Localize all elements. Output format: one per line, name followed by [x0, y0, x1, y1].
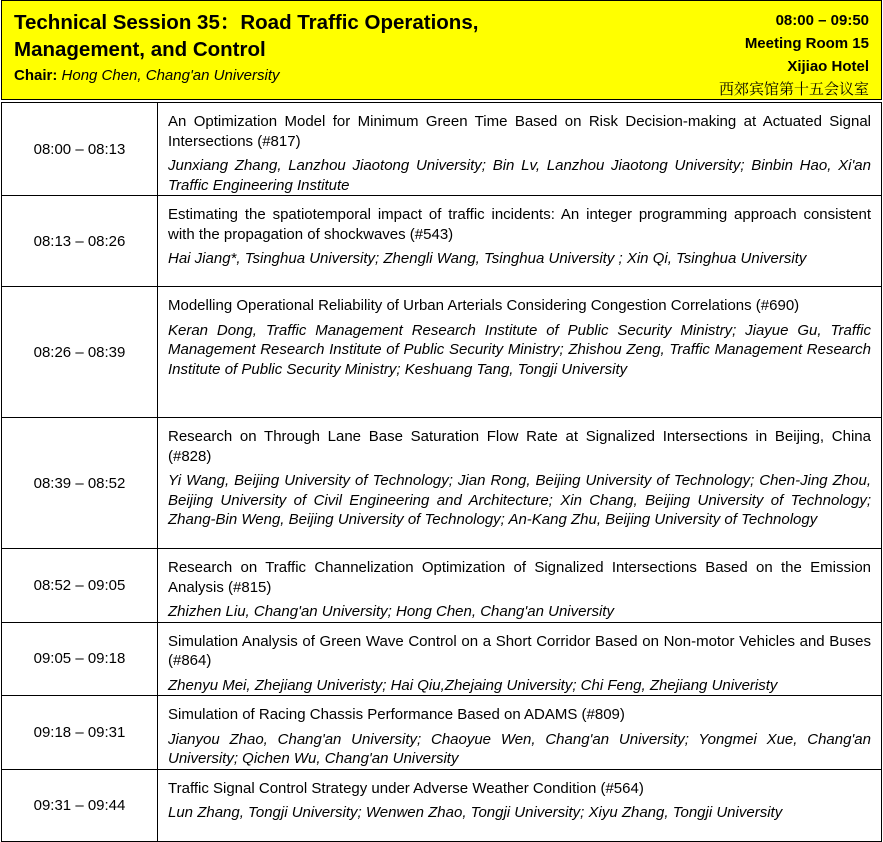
paper-authors: Lun Zhang, Tongji University; Wenwen Zhao, Tongji University; Xiyu Zhang, Tongji University [168, 804, 783, 821]
table-row [2, 287, 882, 418]
paper-title: Simulation of Racing Chassis Performance Based on ADAMS (#809) [168, 706, 625, 723]
paper-authors: Junxiang Zhang, Lanzhou Jiaotong University; Bin Lv, Lanzhou Jiaotong University; Binbin Hao, Xi'an Traffic Engineering Institute [168, 157, 871, 194]
session-title: Technical Session 35：Road Traffic Operations, Management, and Control [14, 11, 479, 61]
slot-time: 09:05 – 09:18 [2, 622, 158, 696]
session-room: Meeting Room 15 [744, 35, 869, 52]
paper-cell [158, 696, 882, 770]
paper-title: Research on Traffic Channelization Optimization of Signalized Intersections Based on the Emission Analysis (#815) [168, 559, 871, 596]
paper-authors: Hai Jiang*, Tsinghua University; Zhengli Wang, Tsinghua University ; Xin Qi, Tsinghua University [168, 250, 807, 267]
table-row [2, 696, 882, 770]
paper-cell [158, 549, 882, 623]
session-info [719, 9, 869, 101]
paper-cell [158, 769, 882, 841]
session-header [1, 0, 882, 100]
table-row [2, 196, 882, 287]
paper-authors: Zhenyu Mei, Zhejiang Univeristy; Hai Qiu,Zhejaing University; Chi Feng, Zhejiang Univeristy [168, 676, 778, 694]
slot-time: 08:00 – 08:13 [2, 103, 158, 196]
chair-name: Hong Chen, Chang'an University [61, 67, 280, 84]
schedule-table [1, 102, 882, 842]
paper-cell [158, 196, 882, 287]
paper-authors: Keran Dong, Traffic Management Research Institute of Public Security Ministry; Jiayue Gu, Traffic Management Research Institute of Public Security Ministry; Zhishou Zeng, Traffic Management Research Institute of Public Security Ministry; Keshuang Tang, Tongji University [168, 321, 871, 378]
table-row [2, 622, 882, 696]
paper-cell [158, 622, 882, 696]
table-row [2, 549, 882, 623]
paper-title: An Optimization Model for Minimum Green Time Based on Risk Decision-making at Actuated Signal Intersections (#817) [168, 113, 871, 150]
paper-cell [158, 103, 882, 196]
slot-time: 09:31 – 09:44 [2, 769, 158, 841]
paper-title: Research on Through Lane Base Saturation Flow Rate at Signalized Intersections in Beijing, China (#828) [168, 428, 871, 465]
slot-time: 08:39 – 08:52 [2, 418, 158, 549]
paper-authors: Yi Wang, Beijing University of Technology; Jian Rong, Beijing University of Technology; Chen-Jing Zhou, Beijing University of Civil Engineering and Architecture; Xin Chang, Beijing University of Technology; Zhang-Bin Weng, Beijing University of Technology; An-Kang Zhu, Beijing University of Technology [168, 472, 871, 528]
slot-time: 08:52 – 09:05 [2, 549, 158, 623]
slot-time: 09:18 – 09:31 [2, 696, 158, 770]
session-venue-cn: 西郊宾馆第十五会议室 [718, 80, 869, 98]
paper-cell [158, 287, 882, 418]
paper-authors: Zhizhen Liu, Chang'an University; Hong Chen, Chang'an University [168, 603, 614, 620]
slot-time: 08:13 – 08:26 [2, 196, 158, 287]
table-row [2, 103, 882, 196]
session-page [1, 0, 882, 842]
paper-title: Simulation Analysis of Green Wave Control on a Short Corridor Based on Non-motor Vehicles and Buses (#864) [168, 632, 871, 669]
slot-time: 08:26 – 08:39 [2, 287, 158, 418]
table-row [2, 418, 882, 549]
session-venue: Xijiao Hotel [787, 58, 869, 75]
paper-title: Traffic Signal Control Strategy under Adverse Weather Condition (#564) [168, 779, 644, 797]
paper-title: Modelling Operational Reliability of Urban Arterials Considering Congestion Correlations (#690) [168, 297, 800, 314]
session-time: 08:00 – 09:50 [775, 12, 869, 29]
table-row [2, 769, 882, 841]
session-chair [14, 67, 280, 84]
paper-authors: Jianyou Zhao, Chang'an University; Chaoyue Wen, Chang'an University; Yongmei Xue, Chang'an University; Qichen Wu, Chang'an University [168, 730, 871, 767]
paper-cell [158, 418, 882, 549]
chair-label: Chair: [14, 67, 58, 84]
paper-title: Estimating the spatiotemporal impact of traffic incidents: An integer programming approach consistent with the propagation of shockwaves (#543) [168, 206, 871, 243]
